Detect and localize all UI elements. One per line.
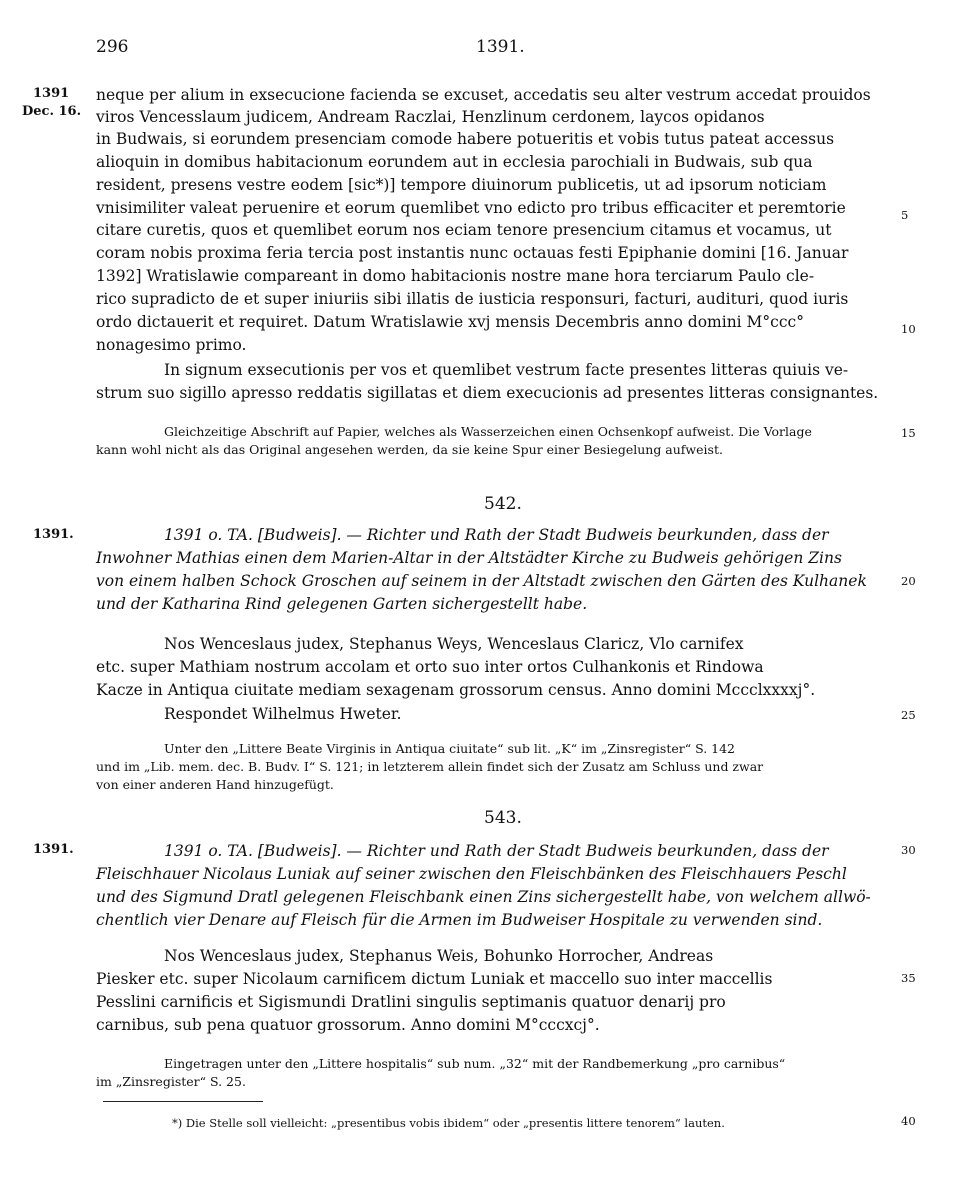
note-line: Gleichzeitige Abschrift auf Papier, welches als Wasserzeichen einen Ochsenkopf aufweist. Die Vorlage: [164, 424, 812, 439]
text-line: in Budwais, si eorundem presenciam comode habere potueritis et vobis tutus pateat accessus: [96, 130, 835, 148]
text-line: carnibus, sub pena quatuor grossorum. Anno domini M°cccxcj°.: [96, 1016, 600, 1034]
regest-line: und des Sigmund Dratl gelegenen Fleischbank einen Zins sichergestellt habe, von welchem allwö-: [96, 888, 871, 906]
line-number: 15: [901, 426, 916, 440]
regest-line: 1391 o. TA. [Budweis]. — Richter und Rath der Stadt Budweis beurkunden, dass der: [164, 842, 829, 860]
text-line: ordo dictauerit et requiret. Datum Wratislawie xvj mensis Decembris anno domini M°ccc°: [96, 313, 804, 331]
text-line: resident, presens vestre eodem [sic*)] tempore diuinorum publicetis, ut ad ipsorum noticiam: [96, 176, 827, 194]
text-line: viros Vencesslaum judicem, Andream Raczlai, Henzlinum cerdonem, laycos opidanos: [96, 108, 765, 126]
footnote-rule: [103, 1101, 263, 1102]
line-number: 30: [901, 843, 916, 857]
regest-line: 1391 o. TA. [Budweis]. — Richter und Rath der Stadt Budweis beurkunden, dass der: [164, 526, 829, 544]
text-line: 1392] Wratislawie compareant in domo habitacionis nostre mane hora terciarum Paulo cle-: [96, 267, 815, 285]
line-number: 10: [901, 322, 916, 336]
line-number: 25: [901, 708, 916, 722]
line-number: 5: [901, 208, 909, 222]
text-line: coram nobis proxima feria tercia post instantis nunc octauas festi Epiphanie domini [16. Januar: [96, 244, 849, 262]
margin-year-542: 1391.: [33, 527, 74, 542]
note-line: im „Zinsregister“ S. 25.: [96, 1074, 246, 1089]
text-line: Nos Wenceslaus judex, Stephanus Weis, Bohunko Horrocher, Andreas: [164, 947, 714, 965]
doc-number-542: 542.: [484, 494, 522, 514]
doc-number-543: 543.: [484, 808, 522, 828]
regest-line: chentlich vier Denare auf Fleisch für die Armen im Budweiser Hospitale zu verwenden sind.: [96, 911, 823, 929]
text-line: Kacze in Antiqua ciuitate mediam sexagenam grossorum census. Anno domini Mccclxxxxj°.: [96, 681, 816, 699]
text-line: Piesker etc. super Nicolaum carnificem dictum Luniak et maccello suo inter maccellis: [96, 970, 773, 988]
running-year: 1391.: [476, 37, 525, 57]
text-line: Pesslini carnificis et Sigismundi Dratlini singulis septimanis quatuor denarij pro: [96, 993, 726, 1011]
text-line: etc. super Mathiam nostrum accolam et orto suo inter ortos Culhankonis et Rindowa: [96, 658, 764, 676]
note-line: Eingetragen unter den „Littere hospitalis“ sub num. „32“ mit der Randbemerkung „pro carnibus“: [164, 1056, 786, 1071]
line-number: 20: [901, 574, 916, 588]
regest-line: Fleischhauer Nicolaus Luniak auf seiner zwischen den Fleischbänken des Fleischhauers Peschl: [96, 865, 847, 883]
footnote: *) Die Stelle soll vielleicht: „presentibus vobis ibidem“ oder „presentis littere tenorem“ lauten.: [172, 1116, 725, 1130]
margin-year-543: 1391.: [33, 842, 74, 857]
text-line: rico supradicto de et super iniuriis sibi illatis de iusticia responsuri, facturi, audituri, quod iuris: [96, 290, 849, 308]
text-line: nonagesimo primo.: [96, 336, 247, 354]
note-line: und im „Lib. mem. dec. B. Budv. I“ S. 121; in letzterem allein findet sich der Zusatz am Schluss und zwar: [96, 759, 764, 774]
note-line: kann wohl nicht als das Original angesehen werden, da sie keine Spur einer Besiegelung aufweist.: [96, 442, 723, 457]
text-line: Respondet Wilhelmus Hweter.: [164, 705, 402, 723]
text-line: Nos Wenceslaus judex, Stephanus Weys, Wenceslaus Claricz, Vlo carnifex: [164, 635, 744, 653]
note-line: Unter den „Littere Beate Virginis in Antiqua ciuitate“ sub lit. „K“ im „Zinsregister“ S. 142: [164, 741, 735, 756]
text-line: vnisimiliter valeat peruenire et eorum quemlibet vno edicto pro tribus efficaciter et peremtorie: [96, 199, 846, 217]
text-line: alioquin in domibus habitacionum eorundem aut in ecclesia parochiali in Budwais, sub qua: [96, 153, 813, 171]
line-number: 35: [901, 971, 916, 985]
page-number: 296: [96, 37, 129, 57]
regest-line: und der Katharina Rind gelegenen Garten sichergestellt habe.: [96, 595, 588, 613]
text-line: In signum exsecutionis per vos et quemlibet vestrum facte presentes litteras quiuis ve-: [164, 361, 849, 379]
margin-year: 1391: [33, 86, 70, 101]
margin-date: Dec. 16.: [22, 104, 82, 119]
regest-line: von einem halben Schock Groschen auf seinem in der Altstadt zwischen den Gärten des Kulhanek: [96, 572, 867, 590]
text-line: strum suo sigillo apresso reddatis sigillatas et diem execucionis ad presentes litteras consignantes.: [96, 384, 879, 402]
text-line: neque per alium in exsecucione facienda se excuset, accedatis seu alter vestrum accedat prouidos: [96, 86, 871, 104]
line-number: 40: [901, 1114, 916, 1128]
note-line: von einer anderen Hand hinzugefügt.: [96, 777, 334, 792]
text-line: citare curetis, quos et quemlibet eorum nos eciam tenore presencium citamus et vocamus, ut: [96, 221, 832, 239]
regest-line: Inwohner Mathias einen dem Marien-Altar in der Altstädter Kirche zu Budweis gehörigen Zins: [96, 549, 842, 567]
